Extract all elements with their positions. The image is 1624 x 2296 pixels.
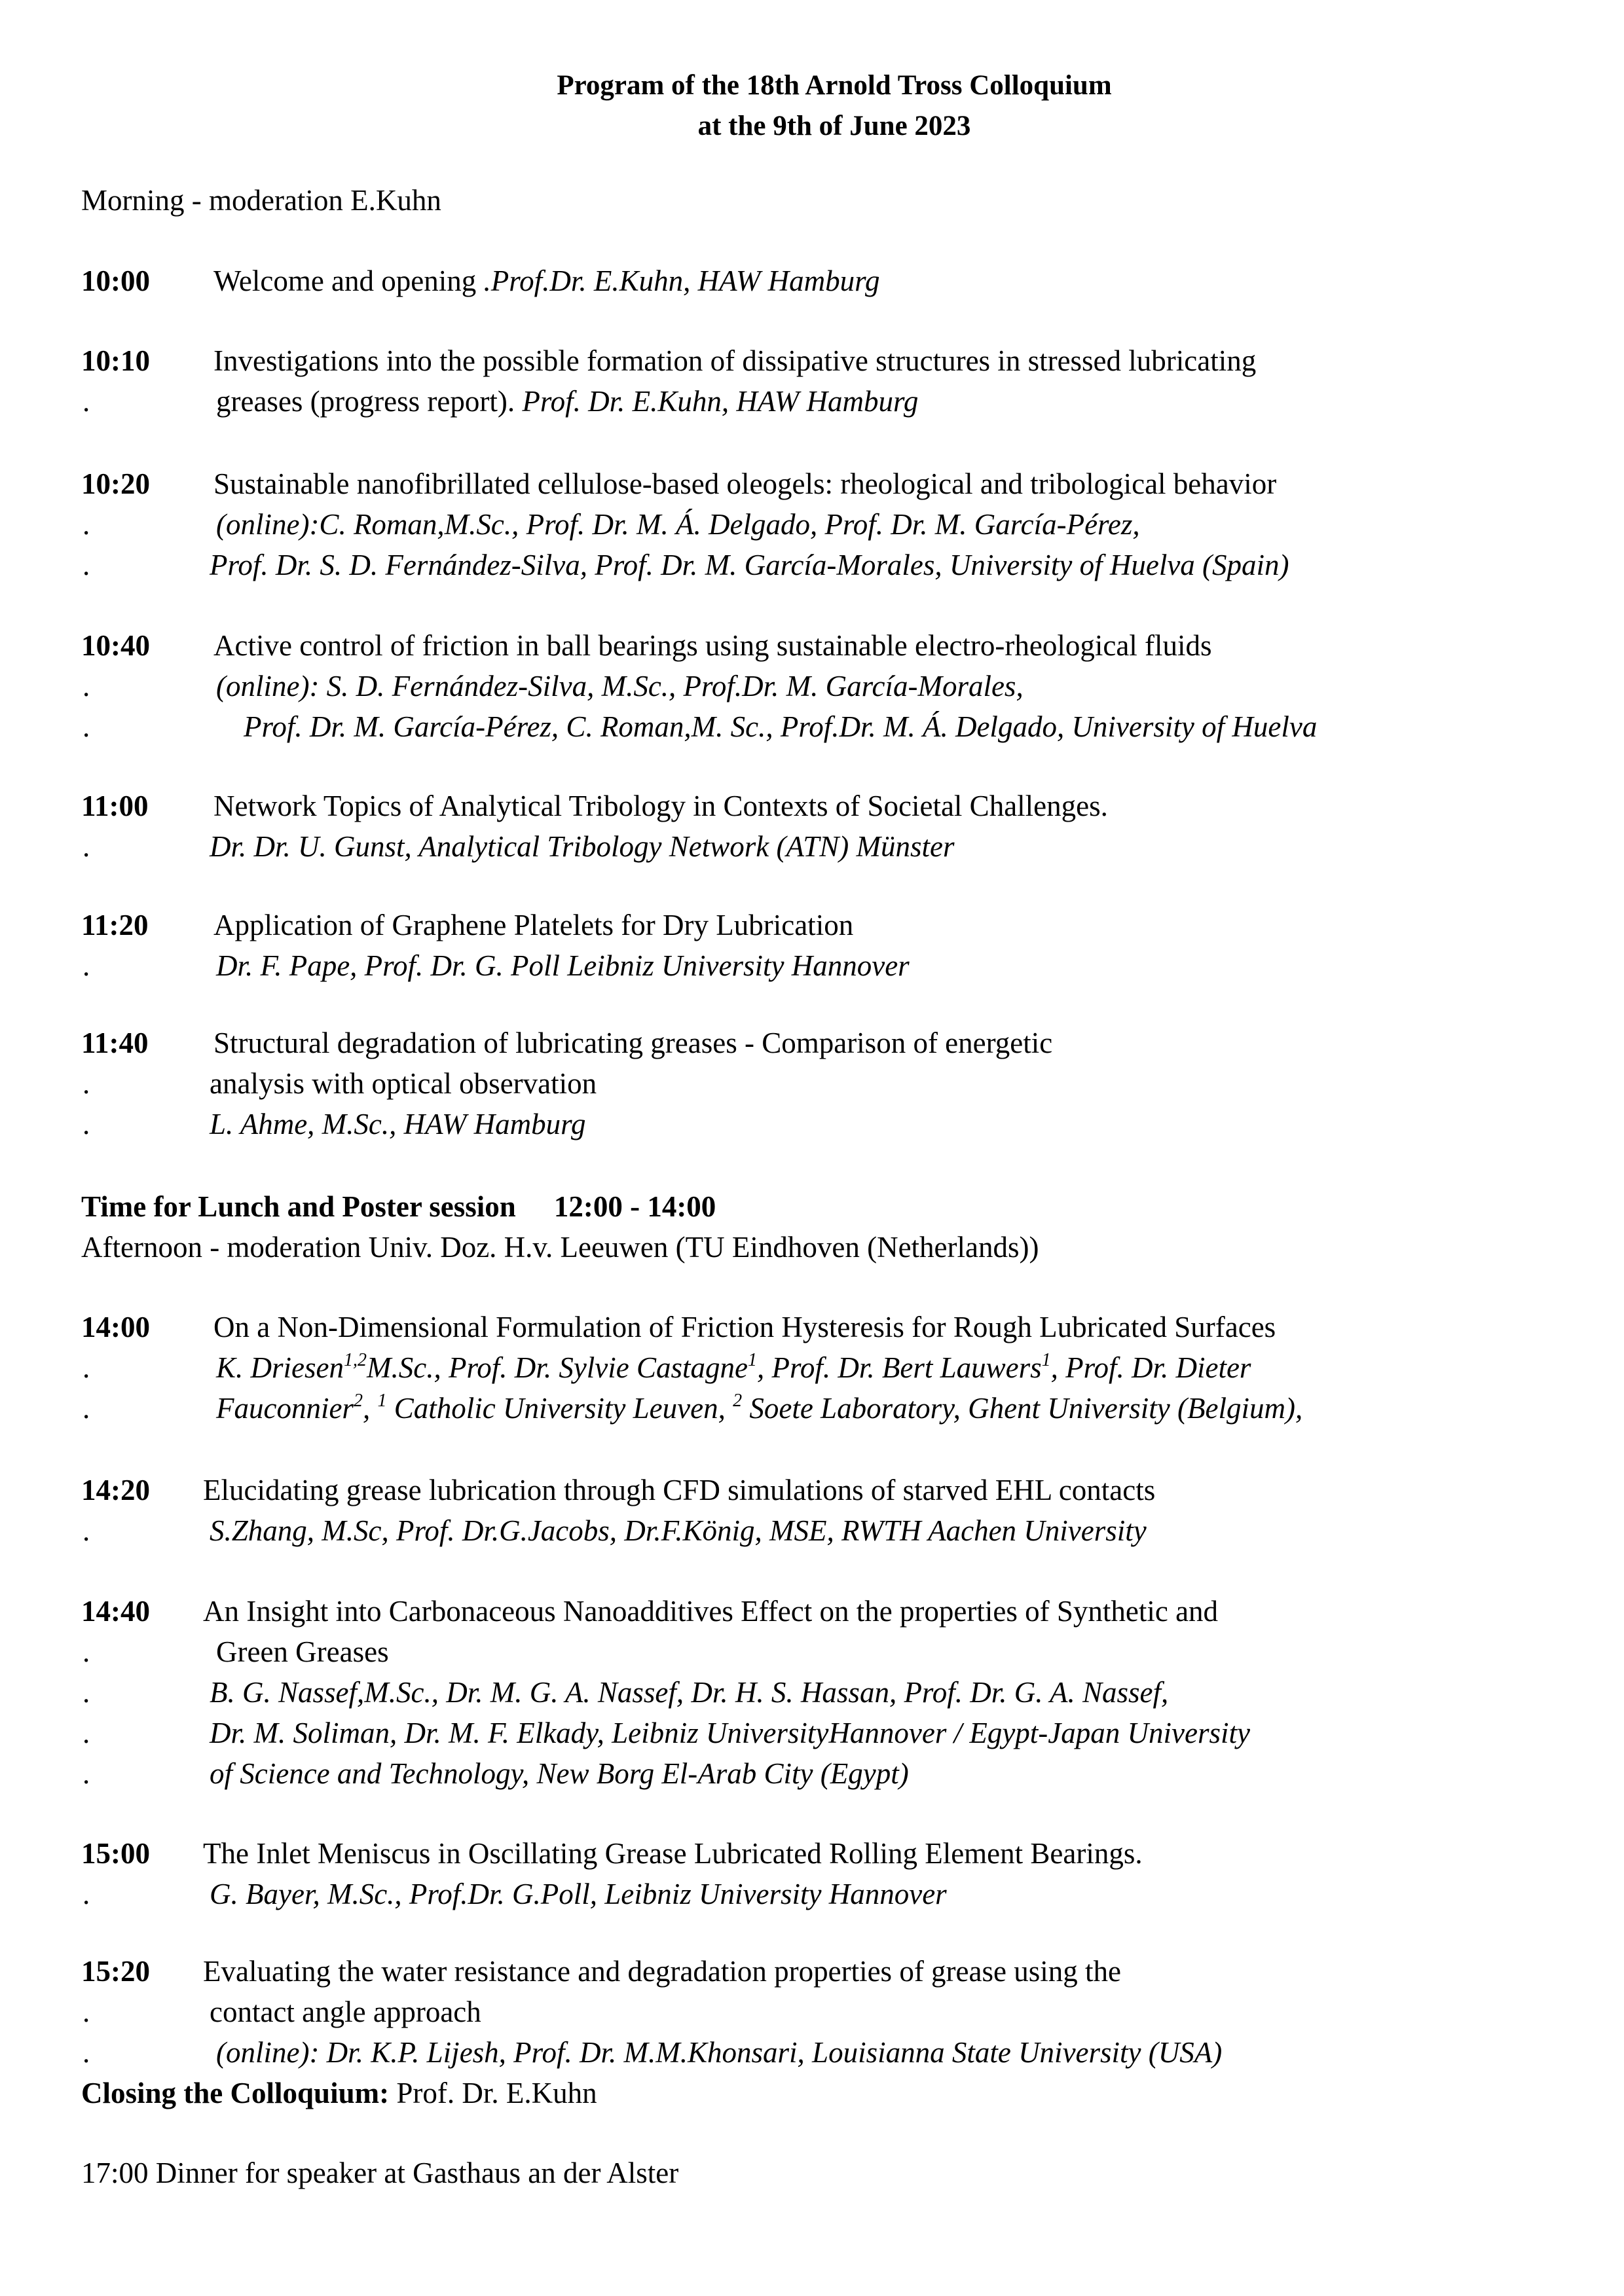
session-title: An Insight into Carbonaceous Nanoadditives Effect on the properties of Synthetic and bbox=[203, 1595, 1219, 1628]
session-time: 15:20 bbox=[81, 1955, 150, 1988]
speaker-name: K. Driesen bbox=[216, 1351, 344, 1384]
session-speaker: Dr. Dr. U. Gunst, Analytical Tribology Network (ATN) Münster bbox=[210, 830, 955, 863]
session-speaker bbox=[216, 1347, 1251, 1388]
session-line bbox=[213, 261, 880, 301]
session-1420 bbox=[81, 1470, 1587, 1551]
session-title: Application of Graphene Platelets for Dry Lubrication bbox=[213, 909, 854, 941]
continuation-dot: . bbox=[83, 949, 90, 982]
separator: , bbox=[362, 1392, 378, 1425]
continuation-dot: . bbox=[83, 1392, 90, 1425]
session-title: contact angle approach bbox=[210, 1995, 481, 2028]
continuation-dot: . bbox=[83, 1878, 90, 1910]
session-speaker: (online): Dr. K.P. Lijesh, Prof. Dr. M.M.Khonsari, Louisianna State University (USA) bbox=[216, 2036, 1223, 2069]
continuation-dot: . bbox=[83, 1717, 90, 1749]
continuation-dot: . bbox=[83, 508, 90, 541]
title-line-2: at the 9th of June 2023 bbox=[697, 111, 971, 141]
affiliation-sup: 2 bbox=[353, 1391, 363, 1411]
continuation-dot: . bbox=[83, 1995, 90, 2028]
affiliation-name: Catholic University Leuven, bbox=[386, 1392, 733, 1425]
session-title: Welcome and opening bbox=[213, 264, 484, 297]
session-speaker: L. Ahme, M.Sc., HAW Hamburg bbox=[210, 1108, 586, 1140]
session-time: 14:00 bbox=[81, 1311, 150, 1343]
morning-moderation: Morning - moderation E.Kuhn bbox=[81, 184, 441, 217]
session-title: Structural degradation of lubricating greases - Comparison of energetic bbox=[213, 1027, 1053, 1059]
session-1500 bbox=[81, 1833, 1587, 1914]
continuation-dot: . bbox=[83, 670, 90, 702]
session-time: 15:00 bbox=[81, 1837, 150, 1870]
continuation-dot: . bbox=[83, 1757, 90, 1790]
session-1010 bbox=[81, 340, 1587, 422]
affiliation-sup: 1 bbox=[1041, 1350, 1051, 1370]
session-title: analysis with optical observation bbox=[210, 1067, 597, 1100]
affiliation-sup: 2 bbox=[733, 1391, 743, 1411]
session-title: The Inlet Meniscus in Oscillating Grease Lubricated Rolling Element Bearings. bbox=[203, 1837, 1143, 1870]
session-time: 10:20 bbox=[81, 467, 150, 500]
session-line bbox=[216, 381, 918, 422]
continuation-dot: . bbox=[83, 830, 90, 863]
session-1400 bbox=[81, 1307, 1587, 1429]
session-title: Sustainable nanofibrillated cellulose-based oleogels: rheological and tribological behavior bbox=[213, 467, 1277, 500]
session-speaker: G. Bayer, M.Sc., Prof.Dr. G.Poll, Leibniz University Hannover bbox=[210, 1878, 947, 1910]
title-line-1: Program of the 18th Arnold Tross Colloquium bbox=[557, 70, 1112, 101]
continuation-dot: . bbox=[83, 1067, 90, 1100]
affiliation-sup: 1 bbox=[748, 1350, 757, 1370]
afternoon-moderation: Afternoon - moderation Univ. Doz. H.v. Leeuwen (TU Eindhoven (Netherlands)) bbox=[81, 1231, 1039, 1264]
continuation-dot: . bbox=[83, 1514, 90, 1547]
session-1000 bbox=[81, 261, 1587, 301]
session-1520 bbox=[81, 1951, 1587, 2073]
closing-line bbox=[81, 2073, 597, 2113]
session-speaker: (online):C. Roman,M.Sc., Prof. Dr. M. Á. Delgado, Prof. Dr. M. García-Pérez, bbox=[216, 508, 1140, 541]
session-title: On a Non-Dimensional Formulation of Friction Hysteresis for Rough Lubricated Surfaces bbox=[213, 1311, 1276, 1343]
dinner-note: 17:00 Dinner for speaker at Gasthaus an der Alster bbox=[81, 2157, 679, 2189]
session-title: Green Greases bbox=[216, 1635, 389, 1668]
session-speaker bbox=[216, 1388, 1302, 1429]
lunch-time: 12:00 - 14:00 bbox=[553, 1190, 716, 1223]
session-speaker: .Prof.Dr. E.Kuhn, HAW Hamburg bbox=[483, 264, 880, 297]
session-speaker: (online): S. D. Fernández-Silva, M.Sc., Prof.Dr. M. García-Morales, bbox=[216, 670, 1024, 702]
session-title: Evaluating the water resistance and degradation properties of grease using the bbox=[203, 1955, 1121, 1988]
session-time: 10:10 bbox=[81, 344, 150, 377]
session-speaker: S.Zhang, M.Sc, Prof. Dr.G.Jacobs, Dr.F.König, MSE, RWTH Aachen University bbox=[210, 1514, 1147, 1547]
session-speaker: Prof. Dr. E.Kuhn, HAW Hamburg bbox=[522, 385, 919, 418]
session-speaker: of Science and Technology, New Borg El-Arab City (Egypt) bbox=[210, 1757, 909, 1790]
session-title: Active control of friction in ball bearings using sustainable electro-rheological fluids bbox=[213, 629, 1212, 662]
continuation-dot: . bbox=[83, 385, 90, 418]
continuation-dot: . bbox=[83, 1108, 90, 1140]
session-1100 bbox=[81, 786, 1587, 867]
speaker-name: Fauconnier bbox=[216, 1392, 354, 1425]
lunch-break bbox=[81, 1186, 716, 1227]
affiliation-sup: 1,2 bbox=[344, 1350, 367, 1370]
session-speaker: Prof. Dr. S. D. Fernández-Silva, Prof. Dr. M. García-Morales, University of Huelva (Spain) bbox=[210, 549, 1289, 581]
session-1040 bbox=[81, 625, 1587, 747]
continuation-dot: . bbox=[83, 710, 90, 743]
session-time: 11:40 bbox=[81, 1027, 149, 1059]
session-time: 11:20 bbox=[81, 909, 149, 941]
session-title: Elucidating grease lubrication through CFD simulations of starved EHL contacts bbox=[203, 1474, 1156, 1506]
continuation-dot: . bbox=[83, 1635, 90, 1668]
lunch-label: Time for Lunch and Poster session bbox=[81, 1190, 516, 1223]
session-title: Investigations into the possible formation of dissipative structures in stressed lubricating bbox=[213, 344, 1257, 377]
closing-label: Closing the Colloquium: bbox=[81, 2077, 390, 2109]
session-title: Network Topics of Analytical Tribology in Contexts of Societal Challenges. bbox=[213, 790, 1108, 822]
session-time: 14:20 bbox=[81, 1474, 150, 1506]
continuation-dot: . bbox=[83, 1676, 90, 1709]
session-1120 bbox=[81, 905, 1587, 986]
session-title: greases (progress report). bbox=[216, 385, 523, 418]
session-speaker: B. G. Nassef,M.Sc., Dr. M. G. A. Nassef, Dr. H. S. Hassan, Prof. Dr. G. A. Nassef, bbox=[210, 1676, 1169, 1709]
closing-person: Prof. Dr. E.Kuhn bbox=[389, 2077, 597, 2109]
session-time: 10:00 bbox=[81, 264, 150, 297]
session-time: 11:00 bbox=[81, 790, 149, 822]
continuation-dot: . bbox=[83, 2036, 90, 2069]
session-time: 14:40 bbox=[81, 1595, 150, 1628]
session-time: 10:40 bbox=[81, 629, 150, 662]
speaker-name: M.Sc., Prof. Dr. Sylvie Castagne bbox=[367, 1351, 748, 1384]
session-1440 bbox=[81, 1591, 1587, 1794]
affiliation-name: Soete Laboratory, Ghent University (Belgium), bbox=[742, 1392, 1303, 1425]
speaker-name: , Prof. Dr. Dieter bbox=[1050, 1351, 1251, 1384]
continuation-dot: . bbox=[83, 1351, 90, 1384]
program-title bbox=[81, 65, 1587, 147]
session-speaker: Dr. M. Soliman, Dr. M. F. Elkady, Leibniz UniversityHannover / Egypt-Japan University bbox=[210, 1717, 1250, 1749]
session-1020 bbox=[81, 464, 1587, 585]
session-speaker: Prof. Dr. M. García-Pérez, C. Roman,M. Sc., Prof.Dr. M. Á. Delgado, University of Huelva bbox=[244, 710, 1318, 743]
continuation-dot: . bbox=[83, 549, 90, 581]
session-1140 bbox=[81, 1023, 1587, 1144]
affiliation-sup: 1 bbox=[377, 1391, 387, 1411]
speaker-name: , Prof. Dr. Bert Lauwers bbox=[757, 1351, 1042, 1384]
session-speaker: Dr. F. Pape, Prof. Dr. G. Poll Leibniz University Hannover bbox=[216, 949, 910, 982]
